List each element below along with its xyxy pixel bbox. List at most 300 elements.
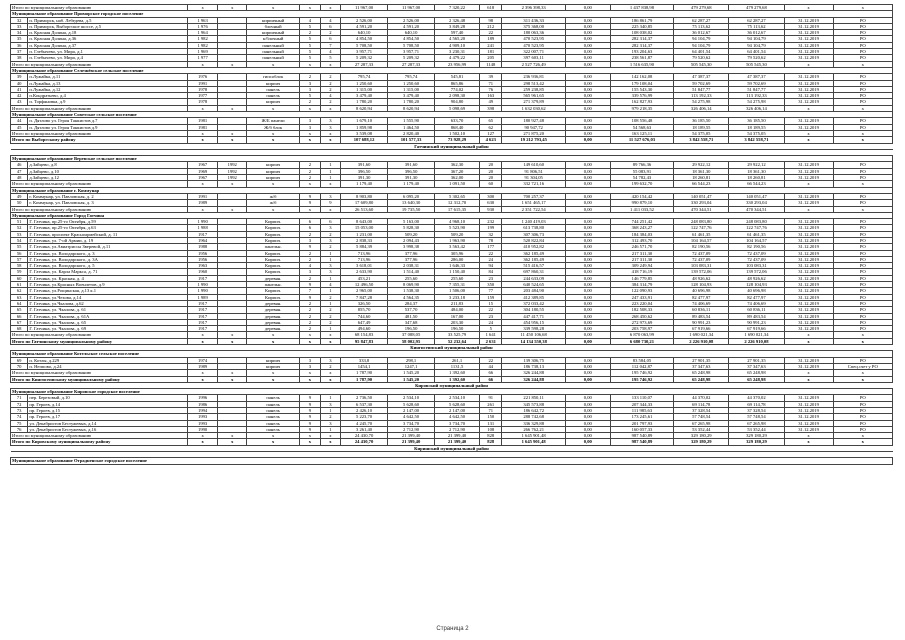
table-cell: 1989 bbox=[187, 200, 218, 206]
table-cell: 4 623 bbox=[480, 137, 502, 143]
table-cell: 6 bbox=[300, 225, 320, 231]
table-cell: 54 782,43 bbox=[610, 175, 673, 181]
table-cell: 94 104,79 bbox=[674, 42, 729, 48]
table-cell: 31.12.2019 bbox=[784, 225, 833, 231]
table-cell: 63 bbox=[11, 294, 28, 300]
table-cell: 1 651 465,17 bbox=[502, 200, 565, 206]
table-cell: 329 180,29 bbox=[674, 439, 729, 445]
table-cell: x bbox=[218, 206, 247, 212]
table-cell: 1 250,60 bbox=[388, 80, 435, 86]
table-cell: панель bbox=[247, 93, 300, 99]
table-cell: панельный bbox=[247, 49, 300, 55]
table-cell: Итого по муниципальному образованию bbox=[11, 130, 188, 136]
table-cell: 0,00 bbox=[565, 23, 610, 29]
table-cell: 98 bbox=[480, 17, 502, 23]
table-cell: x bbox=[833, 338, 892, 344]
table-cell: 362,30 bbox=[435, 162, 480, 168]
table-cell: 828 bbox=[480, 439, 502, 445]
table-cell: 1 982 bbox=[187, 36, 218, 42]
table-cell: 0,00 bbox=[565, 55, 610, 61]
table-cell: РО bbox=[833, 55, 892, 61]
table-cell: 241 bbox=[480, 42, 502, 48]
table-cell: 3 842 558,71 bbox=[729, 137, 784, 143]
table-cell: 3 bbox=[320, 193, 340, 199]
row-cell: Киришский муниципальный район bbox=[11, 445, 893, 451]
table-cell: x bbox=[300, 439, 320, 445]
table-cell: 0,00 bbox=[565, 294, 610, 300]
table-cell: 1 632 030,62 bbox=[502, 105, 565, 111]
table-cell: 140 051,47 bbox=[729, 193, 784, 199]
table-cell: кирпич bbox=[247, 80, 300, 86]
table-cell: РО bbox=[833, 256, 892, 262]
table-cell: 37 088,05 bbox=[388, 332, 435, 338]
table-cell: 3 bbox=[300, 124, 320, 130]
table-cell: 0,00 bbox=[565, 363, 610, 369]
table-cell: Г. Гатчина, ул. Красная, д. 4 bbox=[28, 275, 187, 281]
table-cell: x bbox=[784, 130, 833, 136]
table-cell: 1956 bbox=[187, 256, 218, 262]
table-cell: 1454,1 bbox=[341, 363, 388, 369]
table-cell: 5 bbox=[300, 42, 320, 48]
table-cell: Кирпич. bbox=[247, 237, 300, 243]
table-cell: 3 618,01 bbox=[341, 263, 388, 269]
table-cell: 244 633,09 bbox=[502, 275, 565, 281]
table-cell: 307 306,73 bbox=[502, 231, 565, 237]
table-cell: 329 180,29 bbox=[674, 433, 729, 439]
table-cell: 186 738,13 bbox=[502, 363, 565, 369]
table-cell: 2 bbox=[320, 294, 340, 300]
table-cell: 2 bbox=[320, 30, 340, 36]
table-cell: 0,00 bbox=[565, 168, 610, 174]
table-cell: 2 712,90 bbox=[388, 426, 435, 432]
table-cell: 1992 bbox=[218, 168, 247, 174]
table-cell: 66 544,23 bbox=[674, 181, 729, 187]
table-cell: 66 bbox=[11, 313, 28, 319]
table-cell: Г. Гатчина, пр.25-го Октября, д.63 bbox=[28, 225, 187, 231]
table-cell: 44 370,02 bbox=[674, 395, 729, 401]
table-cell: 82 190,56 bbox=[674, 244, 729, 250]
table-cell: 1978 bbox=[187, 86, 218, 92]
table-cell: x bbox=[187, 338, 218, 344]
table-cell: 142 162,08 bbox=[610, 74, 673, 80]
table-cell: x bbox=[833, 130, 892, 136]
table-cell: 3 bbox=[320, 269, 340, 275]
table-cell: деревян. bbox=[247, 313, 300, 319]
table-cell: 326,50 bbox=[341, 300, 388, 306]
table-cell: 1 240 419,03 bbox=[502, 219, 565, 225]
table-cell: 41 bbox=[11, 86, 28, 92]
table-cell: 74 406,69 bbox=[674, 300, 729, 306]
table-cell: РО bbox=[833, 30, 892, 36]
table-cell: 139 572,06 bbox=[674, 269, 729, 275]
table-cell: x bbox=[833, 5, 892, 11]
table-cell: 31.12.2019 bbox=[784, 175, 833, 181]
table-cell: x bbox=[218, 338, 247, 344]
table-cell: 3 bbox=[300, 86, 320, 92]
table-cell: Г. Гатчина, ул.Чехова, д.14 bbox=[28, 294, 187, 300]
table-cell: x bbox=[784, 105, 833, 111]
table-cell: 34 bbox=[11, 30, 28, 36]
table-cell: 67 919,66 bbox=[729, 326, 784, 332]
table-cell: 5 628,60 bbox=[388, 401, 435, 407]
table-cell: 12 496,50 bbox=[341, 282, 388, 288]
table-cell: 9 bbox=[300, 193, 320, 199]
table-cell: 286,00 bbox=[435, 256, 480, 262]
table-cell: 5 628,60 bbox=[435, 401, 480, 407]
table-cell: 54 275,98 bbox=[729, 99, 784, 105]
table-cell: 70 bbox=[11, 363, 28, 369]
table-cell: 3 849,28 bbox=[435, 23, 480, 29]
table-cell: 640,10 bbox=[341, 30, 388, 36]
table-cell: 3 479,40 bbox=[341, 93, 388, 99]
table-cell: 0,00 bbox=[565, 433, 610, 439]
table-cell: РО bbox=[833, 42, 892, 48]
table-cell: 31.12.2019 bbox=[784, 237, 833, 243]
table-cell: Г. Гатчина, проспект Красноармейский, д. 11 bbox=[28, 231, 187, 237]
table-cell: РО bbox=[833, 408, 892, 414]
row-cell: Муниципальное образование Город Гатчина bbox=[11, 212, 893, 218]
table-cell: 1 545,20 bbox=[388, 376, 435, 382]
table-cell: 1 780,20 bbox=[341, 99, 388, 105]
table-cell: РО bbox=[833, 86, 892, 92]
table-cell: x bbox=[833, 206, 892, 212]
table-cell: РО bbox=[833, 193, 892, 199]
table-cell: 199 632,70 bbox=[610, 181, 673, 187]
table-cell: 23 bbox=[480, 275, 502, 281]
table-cell: РО bbox=[833, 124, 892, 130]
table-cell: панель bbox=[247, 420, 300, 426]
table-cell: 744,60 bbox=[341, 313, 388, 319]
table-cell: 180 927,48 bbox=[502, 118, 565, 124]
table-cell: 3 957,71 bbox=[341, 49, 388, 55]
table-cell: 1981 bbox=[187, 124, 218, 130]
row-cell: Муниципальное образование Котельское сельское поселение bbox=[11, 351, 893, 357]
table-cell: 146 779,85 bbox=[610, 275, 673, 281]
table-cell: x bbox=[320, 338, 340, 344]
table-cell: 48 926,62 bbox=[729, 275, 784, 281]
table-cell: 5 bbox=[300, 49, 320, 55]
table-cell: 221 850,11 bbox=[502, 395, 565, 401]
table-cell: 52 bbox=[11, 225, 28, 231]
table-cell: п.Кондратьево, д.4 bbox=[28, 93, 187, 99]
table-cell: 90 991,23 bbox=[729, 319, 784, 325]
table-cell: 4 bbox=[320, 17, 340, 23]
table-cell: 31.12.2019 bbox=[784, 294, 833, 300]
table-cell: 91 bbox=[480, 395, 502, 401]
table-cell: 21 399,40 bbox=[435, 433, 480, 439]
table-cell: 350 bbox=[480, 282, 502, 288]
table-cell: 979 218,35 bbox=[610, 105, 673, 111]
table-cell: 162 827,93 bbox=[610, 99, 673, 105]
table-cell: 2 038,31 bbox=[388, 263, 435, 269]
table-cell: РО bbox=[833, 307, 892, 313]
table-cell: 6 870 063,99 bbox=[610, 332, 673, 338]
table-cell: 232 bbox=[480, 219, 502, 225]
table-cell: 203 758,97 bbox=[610, 326, 673, 332]
table-cell: x bbox=[187, 206, 218, 212]
table-cell: 20 bbox=[480, 168, 502, 174]
table-cell: 37 347,63 bbox=[729, 363, 784, 369]
table-cell: Итого по Кировскому муниципальному району bbox=[11, 439, 188, 445]
table-cell: 3 479,40 bbox=[388, 93, 435, 99]
table-cell: x bbox=[300, 5, 320, 11]
table-cell: 104 164,57 bbox=[674, 237, 729, 243]
table-cell: 33 525,79 bbox=[435, 332, 480, 338]
table-cell: 1 787,90 bbox=[341, 370, 388, 376]
table-cell: 44 bbox=[480, 363, 502, 369]
table-cell: 1993 bbox=[187, 414, 218, 420]
table-cell: 288 742,68 bbox=[502, 414, 565, 420]
table-cell: 31.12.2019 bbox=[784, 275, 833, 281]
table-cell: 305,96 bbox=[435, 250, 480, 256]
table-cell: 18 260,81 bbox=[729, 175, 784, 181]
table-cell: 0,00 bbox=[565, 137, 610, 143]
table-cell: 2 633,90 bbox=[341, 269, 388, 275]
table-cell: 55 083,91 bbox=[610, 168, 673, 174]
table-cell: 2 534,10 bbox=[388, 395, 435, 401]
table-cell: 9 bbox=[300, 244, 320, 250]
table-cell: 71 bbox=[480, 80, 502, 86]
table-cell: п. Дятлово ул. Героя Танкистов д.9 bbox=[28, 124, 187, 130]
table-cell: 186 861,79 bbox=[610, 17, 673, 23]
table-cell: 91 304,05 bbox=[502, 175, 565, 181]
table-cell: 140 051,47 bbox=[674, 193, 729, 199]
table-cell: РО bbox=[833, 326, 892, 332]
table-cell: 29 922,12 bbox=[674, 162, 729, 168]
table-cell: 31.12.2019 bbox=[784, 49, 833, 55]
table-cell: 0,00 bbox=[565, 99, 610, 105]
table-cell: 39 bbox=[11, 74, 28, 80]
table-cell: 268 450,62 bbox=[610, 313, 673, 319]
table-cell: 0,00 bbox=[565, 49, 610, 55]
table-cell: РО bbox=[833, 219, 892, 225]
table-cell: 1978 bbox=[187, 99, 218, 105]
table-cell: 1 315,00 bbox=[341, 86, 388, 92]
table-cell: 333,8 bbox=[341, 357, 388, 363]
table-cell: Спец.счет у РО bbox=[833, 363, 892, 369]
table-cell: 57 bbox=[11, 256, 28, 262]
table-cell: 2 526,00 bbox=[388, 17, 435, 23]
table-cell: 76 bbox=[480, 86, 502, 92]
table-cell: 300 bbox=[480, 193, 502, 199]
table-cell: 384 314,79 bbox=[610, 282, 673, 288]
table-cell: 1 506,00 bbox=[435, 288, 480, 294]
table-cell: 330 293,04 bbox=[674, 200, 729, 206]
table-cell: Кирпич. bbox=[247, 231, 300, 237]
table-cell: 196,50 bbox=[435, 326, 480, 332]
table-cell: 2 351 722,54 bbox=[502, 206, 565, 212]
table-cell: 155 543,30 bbox=[610, 86, 673, 92]
table-cell: 15 053,00 bbox=[341, 225, 388, 231]
table-cell: 62 287,27 bbox=[729, 17, 784, 23]
table-cell: 298 513,42 bbox=[502, 80, 565, 86]
table-cell: 0,00 bbox=[565, 162, 610, 168]
table-cell: 79 520,62 bbox=[729, 55, 784, 61]
table-cell: 1 091,50 bbox=[435, 181, 480, 187]
table-cell: 75 bbox=[11, 420, 28, 426]
table-cell: 0,00 bbox=[565, 319, 610, 325]
table-cell: 2 bbox=[300, 256, 320, 262]
table-cell: 470 344,51 bbox=[674, 206, 729, 212]
table-cell: п. Котлы, д.229 bbox=[28, 357, 187, 363]
table-cell: 1917 bbox=[187, 307, 218, 313]
table-cell: 73 bbox=[11, 408, 28, 414]
table-cell: 31.12.2019 bbox=[784, 319, 833, 325]
table-cell: 5 bbox=[300, 23, 320, 29]
report-sheet bbox=[10, 4, 893, 465]
table-cell: 11 967,00 bbox=[388, 5, 435, 11]
table-cell: 31.12.2019 bbox=[784, 80, 833, 86]
table-cell: 4 642,50 bbox=[435, 414, 480, 420]
table-cell: Итого по муниципальному образованию bbox=[11, 433, 188, 439]
table-cell: 326 244,88 bbox=[502, 376, 565, 382]
table-cell: Г. Гатчина, ул. Чкалова, д. 61А bbox=[28, 313, 187, 319]
table-cell: 700 257,37 bbox=[502, 193, 565, 199]
table-cell: 362 185,49 bbox=[502, 250, 565, 256]
table-cell: 163 bbox=[480, 93, 502, 99]
table-cell: 1 646,33 bbox=[435, 263, 480, 269]
table-cell: 3 bbox=[300, 118, 320, 124]
table-cell: 4 479,22 bbox=[435, 55, 480, 61]
table-cell: ул. Декабристов Бестужевых, д.14 bbox=[28, 420, 187, 426]
table-cell: 1963 bbox=[187, 263, 218, 269]
table-cell: 66 544,23 bbox=[729, 181, 784, 187]
table-cell: x bbox=[218, 5, 247, 11]
table-cell: 31.12.2019 bbox=[784, 263, 833, 269]
table-cell: 5 bbox=[320, 55, 340, 61]
table-cell: 21 399,40 bbox=[388, 433, 435, 439]
table-cell: 454 956,15 bbox=[502, 319, 565, 325]
table-cell: 5 bbox=[300, 55, 320, 61]
table-cell: 372 033,42 bbox=[502, 300, 565, 306]
table-cell: Г. Гатчина, ул. Чкалова, д. 69 bbox=[28, 326, 187, 332]
table-cell: 9 bbox=[300, 408, 320, 414]
table-cell: 697 860,31 bbox=[502, 269, 565, 275]
table-cell: 47 bbox=[11, 168, 28, 174]
table-cell: 31.12.2019 bbox=[784, 42, 833, 48]
table-cell: г. Коммунар, ул. Павловская, д. 3 bbox=[28, 200, 187, 206]
table-cell: 2 bbox=[320, 99, 340, 105]
table-cell: 2 bbox=[320, 363, 340, 369]
table-cell: 0,00 bbox=[565, 206, 610, 212]
table-cell: 1977 bbox=[187, 93, 218, 99]
table-cell: 2 147,00 bbox=[435, 408, 480, 414]
table-cell: 9 bbox=[300, 401, 320, 407]
table-cell: 1 bbox=[320, 162, 340, 168]
table-cell: 84 bbox=[480, 269, 502, 275]
table-cell: 6 680 730,21 bbox=[610, 338, 673, 344]
table-cell: x bbox=[784, 370, 833, 376]
table-cell: 3 bbox=[320, 420, 340, 426]
table-cell: 1967 bbox=[187, 162, 218, 168]
row-cell: Муниципальное образование Селезнёвское сельское поселение bbox=[11, 67, 893, 73]
table-cell: 3 957,71 bbox=[388, 49, 435, 55]
table-cell: п. Красная Долина, д.36 bbox=[28, 36, 187, 42]
table-cell: x bbox=[784, 376, 833, 382]
table-cell: 0,00 bbox=[565, 181, 610, 187]
table-cell: 32 bbox=[480, 231, 502, 237]
table-cell: 62 bbox=[480, 124, 502, 130]
table-cell: x bbox=[218, 130, 247, 136]
table-cell: 31.12.2019 bbox=[784, 250, 833, 256]
table-cell: Кирпич. bbox=[247, 288, 300, 294]
table-cell: 5 209,32 bbox=[341, 55, 388, 61]
table-cell: 51 847,77 bbox=[729, 86, 784, 92]
table-cell: кирпич bbox=[247, 162, 300, 168]
table-cell: 1 514,40 bbox=[388, 269, 435, 275]
table-cell: РО bbox=[833, 313, 892, 319]
table-cell: 1967 bbox=[187, 175, 218, 181]
table-cell: панель bbox=[247, 408, 300, 414]
table-cell: 68 154,83 bbox=[341, 332, 388, 338]
table-cell: 31.12.2019 bbox=[784, 168, 833, 174]
table-cell: 89 766,36 bbox=[610, 162, 673, 168]
table-cell: 713,96 bbox=[341, 250, 388, 256]
table-cell: 53 bbox=[11, 231, 28, 237]
table-cell: ж/б bbox=[247, 193, 300, 199]
table-cell: 9 bbox=[300, 414, 320, 420]
table-cell: x bbox=[187, 130, 218, 136]
table-cell: 42 bbox=[11, 93, 28, 99]
table-cell: 1 787,90 bbox=[341, 376, 388, 382]
table-cell: 3 bbox=[320, 357, 340, 363]
table-cell: 21 399,40 bbox=[388, 439, 435, 445]
table-cell: 1994 bbox=[187, 408, 218, 414]
table-cell: РО bbox=[833, 244, 892, 250]
table-cell: 196,50 bbox=[388, 326, 435, 332]
table-cell: 329 180,29 bbox=[729, 439, 784, 445]
table-cell: 27 287,33 bbox=[341, 61, 388, 67]
table-cell: 47 387,37 bbox=[729, 74, 784, 80]
table-cell: 2 bbox=[300, 162, 320, 168]
table-cell: 2 526,00 bbox=[341, 17, 388, 23]
table-cell: 868,40 bbox=[435, 124, 480, 130]
table-cell: 20 bbox=[480, 162, 502, 168]
row-cell: Кингисеппский муниципальный район bbox=[11, 345, 893, 351]
table-cell: деревян. bbox=[247, 300, 300, 306]
table-cell: 1247,1 bbox=[388, 363, 435, 369]
table-cell: 2 bbox=[300, 275, 320, 281]
table-cell: 0,00 bbox=[565, 244, 610, 250]
table-cell: 23 bbox=[480, 313, 502, 319]
table-cell: 133 110,07 bbox=[610, 395, 673, 401]
table-cell: 0,00 bbox=[565, 30, 610, 36]
table-cell: 633,70 bbox=[435, 118, 480, 124]
table-cell: 108 556,48 bbox=[610, 118, 673, 124]
table-cell: 38 bbox=[11, 55, 28, 61]
table-cell: 1976 bbox=[187, 74, 218, 80]
table-cell: панель bbox=[247, 401, 300, 407]
table-cell: 5 bbox=[300, 93, 320, 99]
table-cell: РО bbox=[833, 269, 892, 275]
table-cell: 40 bbox=[11, 80, 28, 86]
table-cell: 1 231,00 bbox=[341, 231, 388, 237]
table-cell: x bbox=[187, 433, 218, 439]
table-cell: РО bbox=[833, 168, 892, 174]
table-cell: 65 248,98 bbox=[729, 370, 784, 376]
table-cell: x bbox=[218, 332, 247, 338]
table-cell: 1 bbox=[320, 275, 340, 281]
table-cell: 26 513,60 bbox=[341, 206, 388, 212]
table-cell: 67 bbox=[11, 319, 28, 325]
table-cell: 481,50 bbox=[388, 313, 435, 319]
table-cell: 203 484,90 bbox=[502, 288, 565, 294]
table-cell: Г. Гатчина, ул. Чкалова, д. 61 bbox=[28, 307, 187, 313]
table-cell: x bbox=[833, 61, 892, 67]
table-cell: 207 344,33 bbox=[610, 401, 673, 407]
table-cell: 9 bbox=[300, 426, 320, 432]
table-cell: 60 836,11 bbox=[729, 307, 784, 313]
